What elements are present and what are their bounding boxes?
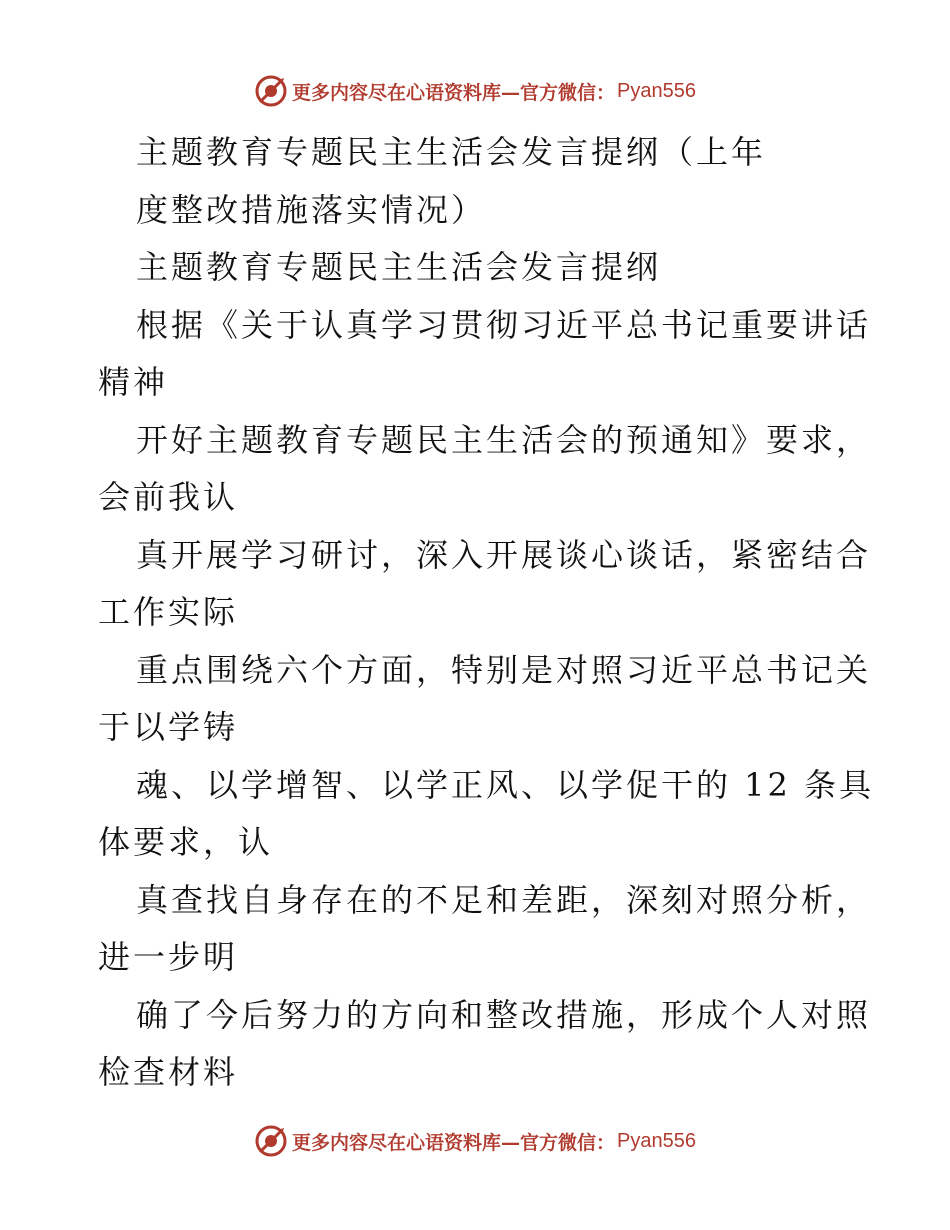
paragraph-line: 开好主题教育专题民主生活会的预通知》要求， — [136, 420, 872, 459]
paragraph-line: 真开展学习研讨，深入开展谈心谈话，紧密结合 — [136, 535, 872, 574]
paragraph-line: 会前我认 — [98, 478, 239, 516]
paragraph-line: 真查找自身存在的不足和差距，深刻对照分析， — [136, 880, 872, 919]
paragraph-line: 体要求，认 — [98, 823, 274, 861]
paragraph-line: 工作实际 — [98, 593, 239, 631]
paragraph-line: 确了今后努力的方向和整改措施，形成个人对照 — [136, 995, 872, 1034]
paragraph-line: 精神 — [98, 363, 169, 401]
title-line: 度整改措施落实情况） — [136, 190, 487, 229]
logo-icon — [254, 74, 288, 108]
paragraph-line: 根据《关于认真学习贯彻习近平总书记重要讲话 — [136, 305, 872, 344]
paragraph-line: 魂、以学增智、以学正风、以学促干的 12 条具 — [136, 765, 875, 804]
wechat-id: Pyan556 — [617, 79, 696, 102]
subtitle-line: 主题教育专题民主生活会发言提纲 — [136, 248, 662, 286]
wechat-id: Pyan556 — [617, 1129, 696, 1152]
title-line: 主题教育专题民主生活会发言提纲（上年 — [136, 133, 767, 171]
banner-text: 更多内容尽在心语资料库—官方微信： — [292, 1131, 616, 1154]
paragraph-line: 进一步明 — [98, 938, 239, 976]
header-banner — [0, 71, 950, 111]
banner-text: 更多内容尽在心语资料库—官方微信： — [292, 81, 616, 104]
paragraph-line: 于以学铸 — [98, 708, 239, 746]
footer-banner — [0, 1121, 950, 1161]
document-body — [98, 124, 875, 1102]
paragraph-line: 重点围绕六个方面，特别是对照习近平总书记关 — [136, 650, 872, 689]
paragraph-line: 检查材料 — [98, 1053, 239, 1091]
logo-icon — [254, 1124, 288, 1158]
